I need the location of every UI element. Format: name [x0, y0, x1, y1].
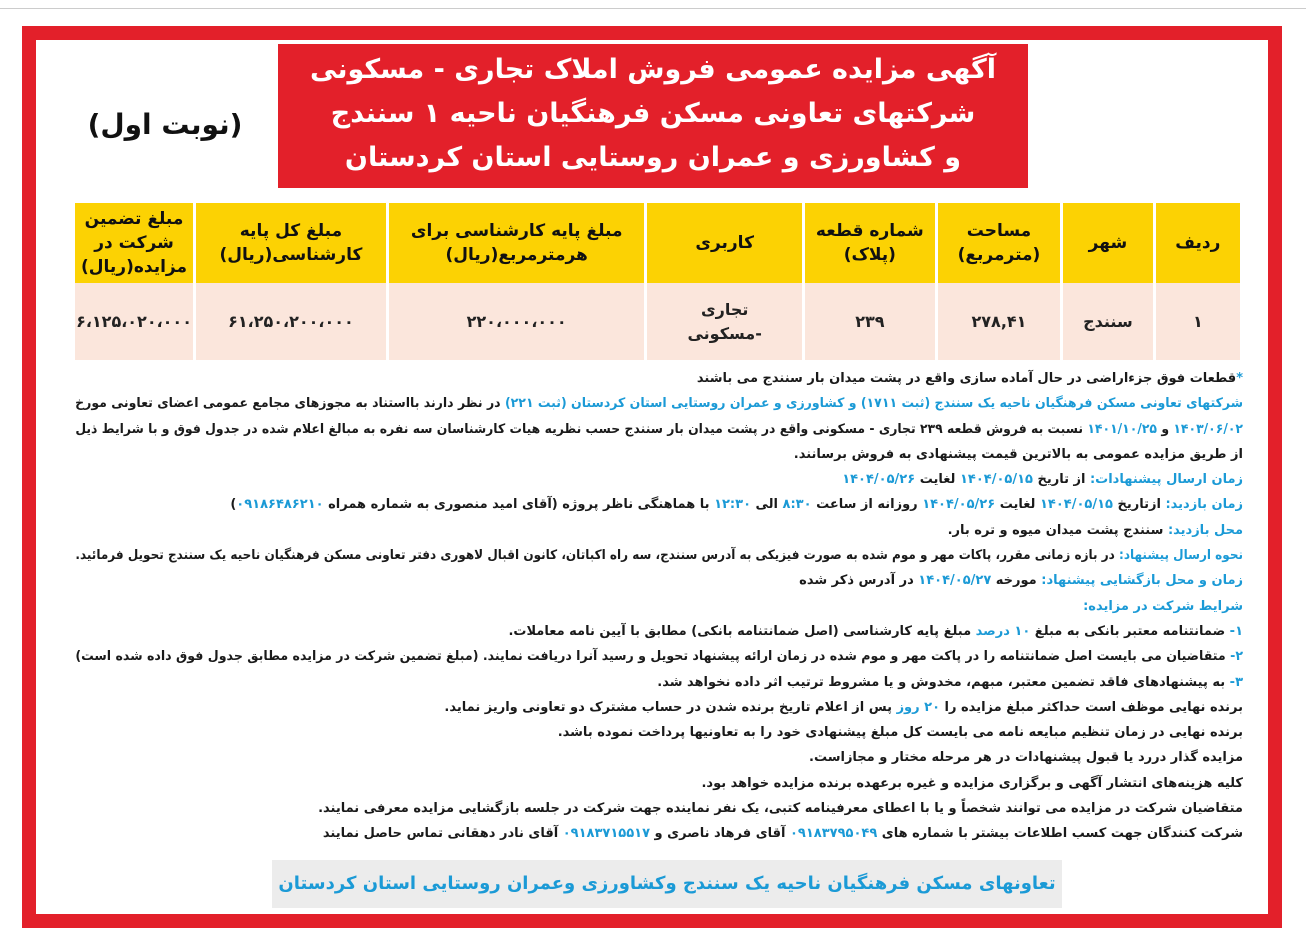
- body-line: [75, 670, 1243, 695]
- body-line: [75, 442, 1243, 467]
- col-header-plot: شماره قطعه (پلاک): [803, 203, 936, 283]
- cell-city: سنندج: [1062, 283, 1155, 360]
- body-text: ضمانتنامه معتبر بانکی به مبلغ: [1030, 623, 1230, 639]
- body-line: [75, 644, 1243, 669]
- body-text: مورخه: [991, 573, 1042, 589]
- body-line: [75, 695, 1243, 720]
- highlight-text: ۰۹۱۸۳۷۱۵۵۱۷: [562, 826, 651, 842]
- cell-plot: ۲۳۹: [803, 283, 936, 360]
- body-text: آقای فرهاد ناصری و: [650, 826, 790, 842]
- body-text: آقای نادر دهقانی تماس حاصل نمایند: [322, 826, 563, 842]
- highlight-text: ۱۴۰۴/۰۵/۲۶: [922, 497, 996, 513]
- highlight-text: *: [1236, 371, 1243, 386]
- cell-row-number: ۱: [1154, 283, 1240, 360]
- highlight-text: شرکتهای تعاونی مسکن فرهنگیان ناحیه یک سنندج (ثبت ۱۷۱۱) و کشاورزی و عمران روستایی استان کردستان (ثبت ۲۲۱): [504, 396, 1243, 412]
- highlight-text: محل بازدید:: [1167, 522, 1243, 538]
- col-header-area: مساحت (مترمربع): [936, 203, 1061, 283]
- highlight-text: ۲-: [1230, 649, 1243, 665]
- col-header-usage: کاربری: [646, 203, 803, 283]
- body-text: مزایده گذار دررد یا قبول پیشنهادات در هر مرحله مختار و مجازاست.: [809, 750, 1243, 766]
- cell-area: ۲۷۸,۴۱: [936, 283, 1061, 360]
- body-line: [75, 745, 1243, 770]
- table-row: [75, 283, 1240, 360]
- body-line: [75, 821, 1243, 846]
- highlight-text: ۰۹۱۸۳۷۹۵۰۴۹: [789, 826, 878, 842]
- body-line: [75, 796, 1243, 821]
- body-text: با هماهنگی ناظر پروژه (آقای امید منصوری به شماره همراه: [323, 497, 715, 513]
- highlight-text: ۸:۳۰: [782, 497, 812, 513]
- highlight-text: نحوه ارسال پیشنهاد:: [1119, 548, 1243, 564]
- title-line: و کشاورزی و عمران روستایی استان کردستان: [344, 142, 962, 173]
- cell-guarantee: ۶،۱۲۵،۰۲۰،۰۰۰: [75, 283, 195, 360]
- title-line: شرکتهای تعاونی مسکن فرهنگیان ناحیه ۱ سنندج: [330, 98, 976, 129]
- col-header-city: شهر: [1062, 203, 1155, 283]
- body-text: در بازه زمانی مقرر، پاکات مهر و موم شده به صورت فیزیکی به آدرس سنندج، سه راه اکباتان، کانون اقبال لاهوری دفتر تعاونی مسکن فرهنگیان ناحیه یک سنندج تحویل فرمائید.: [75, 548, 1120, 564]
- highlight-text: ۲۰ روز: [896, 699, 941, 715]
- highlight-text: ۱-: [1229, 623, 1243, 639]
- col-header-guarantee: مبلغ تضمین شرکت در مزایده(ریال): [75, 203, 195, 283]
- cell-price-per-m2: ۲۲۰،۰۰۰،۰۰۰: [387, 283, 646, 360]
- body-text: روزانه از ساعت: [811, 497, 923, 513]
- body-line: [75, 771, 1243, 796]
- highlight-text: ۱۲:۳۰: [714, 497, 751, 513]
- highlight-text: ۱۰ درصد: [975, 623, 1031, 639]
- highlight-text: ۱۴۰۱/۱۰/۲۵: [1087, 421, 1157, 437]
- body-text: به پیشنهادهای فاقد تضمین معتبر، مبهم، مخدوش و یا مشروط ترتیب اثر داده نخواهد شد.: [657, 674, 1230, 690]
- highlight-text: ۱۴۰۴/۰۵/۱۵: [1039, 497, 1113, 513]
- body-line: [75, 594, 1243, 619]
- cell-usage: تجاری -مسکونی: [646, 283, 803, 360]
- body-line: [75, 417, 1243, 442]
- col-header-price-per-m2: مبلغ پایه کارشناسی برای هرمترمربع(ریال): [387, 203, 646, 283]
- highlight-text: زمان ارسال پیشنهادات:: [1089, 472, 1243, 488]
- body-text: کلیه هزینه‌های انتشار آگهی و برگزاری مزایده و غیره برعهده برنده مزایده خواهد بود.: [701, 775, 1243, 791]
- body-text: متقاضیان می بایست اصل ضمانتنامه را در پاکت مهر و موم شده در زمان ارائه پیشنهاد تحویل و رسید آنرا دریافت نمایند. (مبلغ تضمین شرکت در مزایده مطابق جدول فوق داده شده است): [75, 649, 1231, 665]
- body-text: الی: [751, 497, 783, 513]
- body-line: [75, 518, 1243, 543]
- body-text: مبلغ پایه کارشناسی (اصل ضمانتنامه بانکی) مطابق با آیین نامه معاملات.: [508, 623, 976, 639]
- highlight-text: ۱۴۰۴/۰۵/۲۷: [918, 573, 992, 589]
- body-text: از طریق مزایده عمومی به بالاترین قیمت پیشنهادی به فروش برسانند.: [793, 446, 1243, 462]
- body-line: [75, 366, 1243, 391]
- body-line: [75, 720, 1243, 745]
- body-line: [75, 543, 1243, 568]
- body-line: [75, 467, 1243, 492]
- highlight-text: ۱۴۰۴/۰۵/۲۶: [842, 472, 916, 488]
- body-text: سنندج پشت میدان میوه و تره بار.: [947, 522, 1168, 538]
- body-text: و: [1156, 421, 1174, 437]
- highlight-text: ۱۴۰۳/۰۶/۰۲: [1173, 421, 1243, 437]
- col-header-row-number: ردیف: [1154, 203, 1240, 283]
- cell-total-price: ۶۱،۲۵۰،۲۰۰،۰۰۰: [195, 283, 388, 360]
- body-text: برنده نهایی موظف است حداکثر مبلغ مزایده را: [940, 699, 1243, 715]
- body-text: شرکت کنندگان جهت کسب اطلاعات بیشتر با شماره های: [877, 826, 1243, 842]
- body-text: در نظر دارند بااستناد به مجوزهای مجامع عمومی اعضای تعاونی مورخ: [75, 396, 505, 412]
- title-line: آگهی مزایده عمومی فروش املاک تجاری - مسکونی: [310, 54, 996, 85]
- body-text: برنده نهایی در زمان تنظیم مبایعه نامه می بایست کل مبلغ پیشنهادی خود را به تعاونیها پرداخت نموده باشد.: [557, 725, 1243, 741]
- highlight-text: شرایط شرکت در مزایده:: [1083, 598, 1243, 614]
- body-text: لغایت: [995, 497, 1040, 513]
- highlight-text: زمان و محل بازگشایی پیشنهاد:: [1041, 573, 1243, 589]
- body-text: نسبت به فروش قطعه ۲۳۹ تجاری - مسکونی واقع در پشت میدان بار سنندج حسب نظریه هیات کارشناسان سه نفره به مبالغ اعلام شده در جدول فوق و با شرایط ذیل: [75, 421, 1088, 437]
- top-divider: [0, 8, 1306, 9]
- turn-label: (نوبت اول): [87, 108, 243, 141]
- highlight-text: ۱۴۰۴/۰۵/۱۵: [959, 472, 1033, 488]
- body-text: قطعات فوق جزءاراضی در حال آماده سازی واقع در پشت میدان بار سنندج می باشند: [696, 371, 1237, 386]
- highlight-text: ۰۹۱۸۶۴۸۶۲۱۰: [236, 497, 324, 513]
- body-text: متقاضیان شرکت در مزایده می توانند شخصاً و یا با اعطای معرفینامه کتبی، یک نفر نماینده جهت شرکت در جلسه بازگشایی مزایده معرفی نمایند.: [318, 801, 1243, 817]
- col-header-total-price: مبلغ کل پایه کارشناسی(ریال): [195, 203, 388, 283]
- body-text: لغایت: [915, 472, 960, 488]
- body-text: پس از اعلام تاریخ برنده شدن در حساب مشترک دو تعاونی واریز نماید.: [444, 699, 897, 715]
- body-line: [75, 391, 1243, 416]
- body-line: [75, 619, 1243, 644]
- footer-issuer: تعاونهای مسکن فرهنگیان ناحیه یک سنندج وکشاورزی وعمران روستایی استان کردستان: [272, 860, 1062, 908]
- body-text: ): [230, 497, 237, 513]
- highlight-text: زمان بازدید:: [1165, 497, 1243, 513]
- body-text: از تاریخ: [1032, 472, 1090, 488]
- highlight-text: ۳-: [1229, 674, 1243, 690]
- table-header-row: [75, 203, 1240, 283]
- body-line: [75, 492, 1243, 517]
- property-table: [75, 203, 1240, 360]
- body-line: [75, 568, 1243, 593]
- notice-title: [278, 44, 1028, 188]
- body-text: در آدرس ذکر شده: [799, 573, 919, 589]
- notice-body: [75, 366, 1243, 847]
- body-text: ازتاریخ: [1112, 497, 1166, 513]
